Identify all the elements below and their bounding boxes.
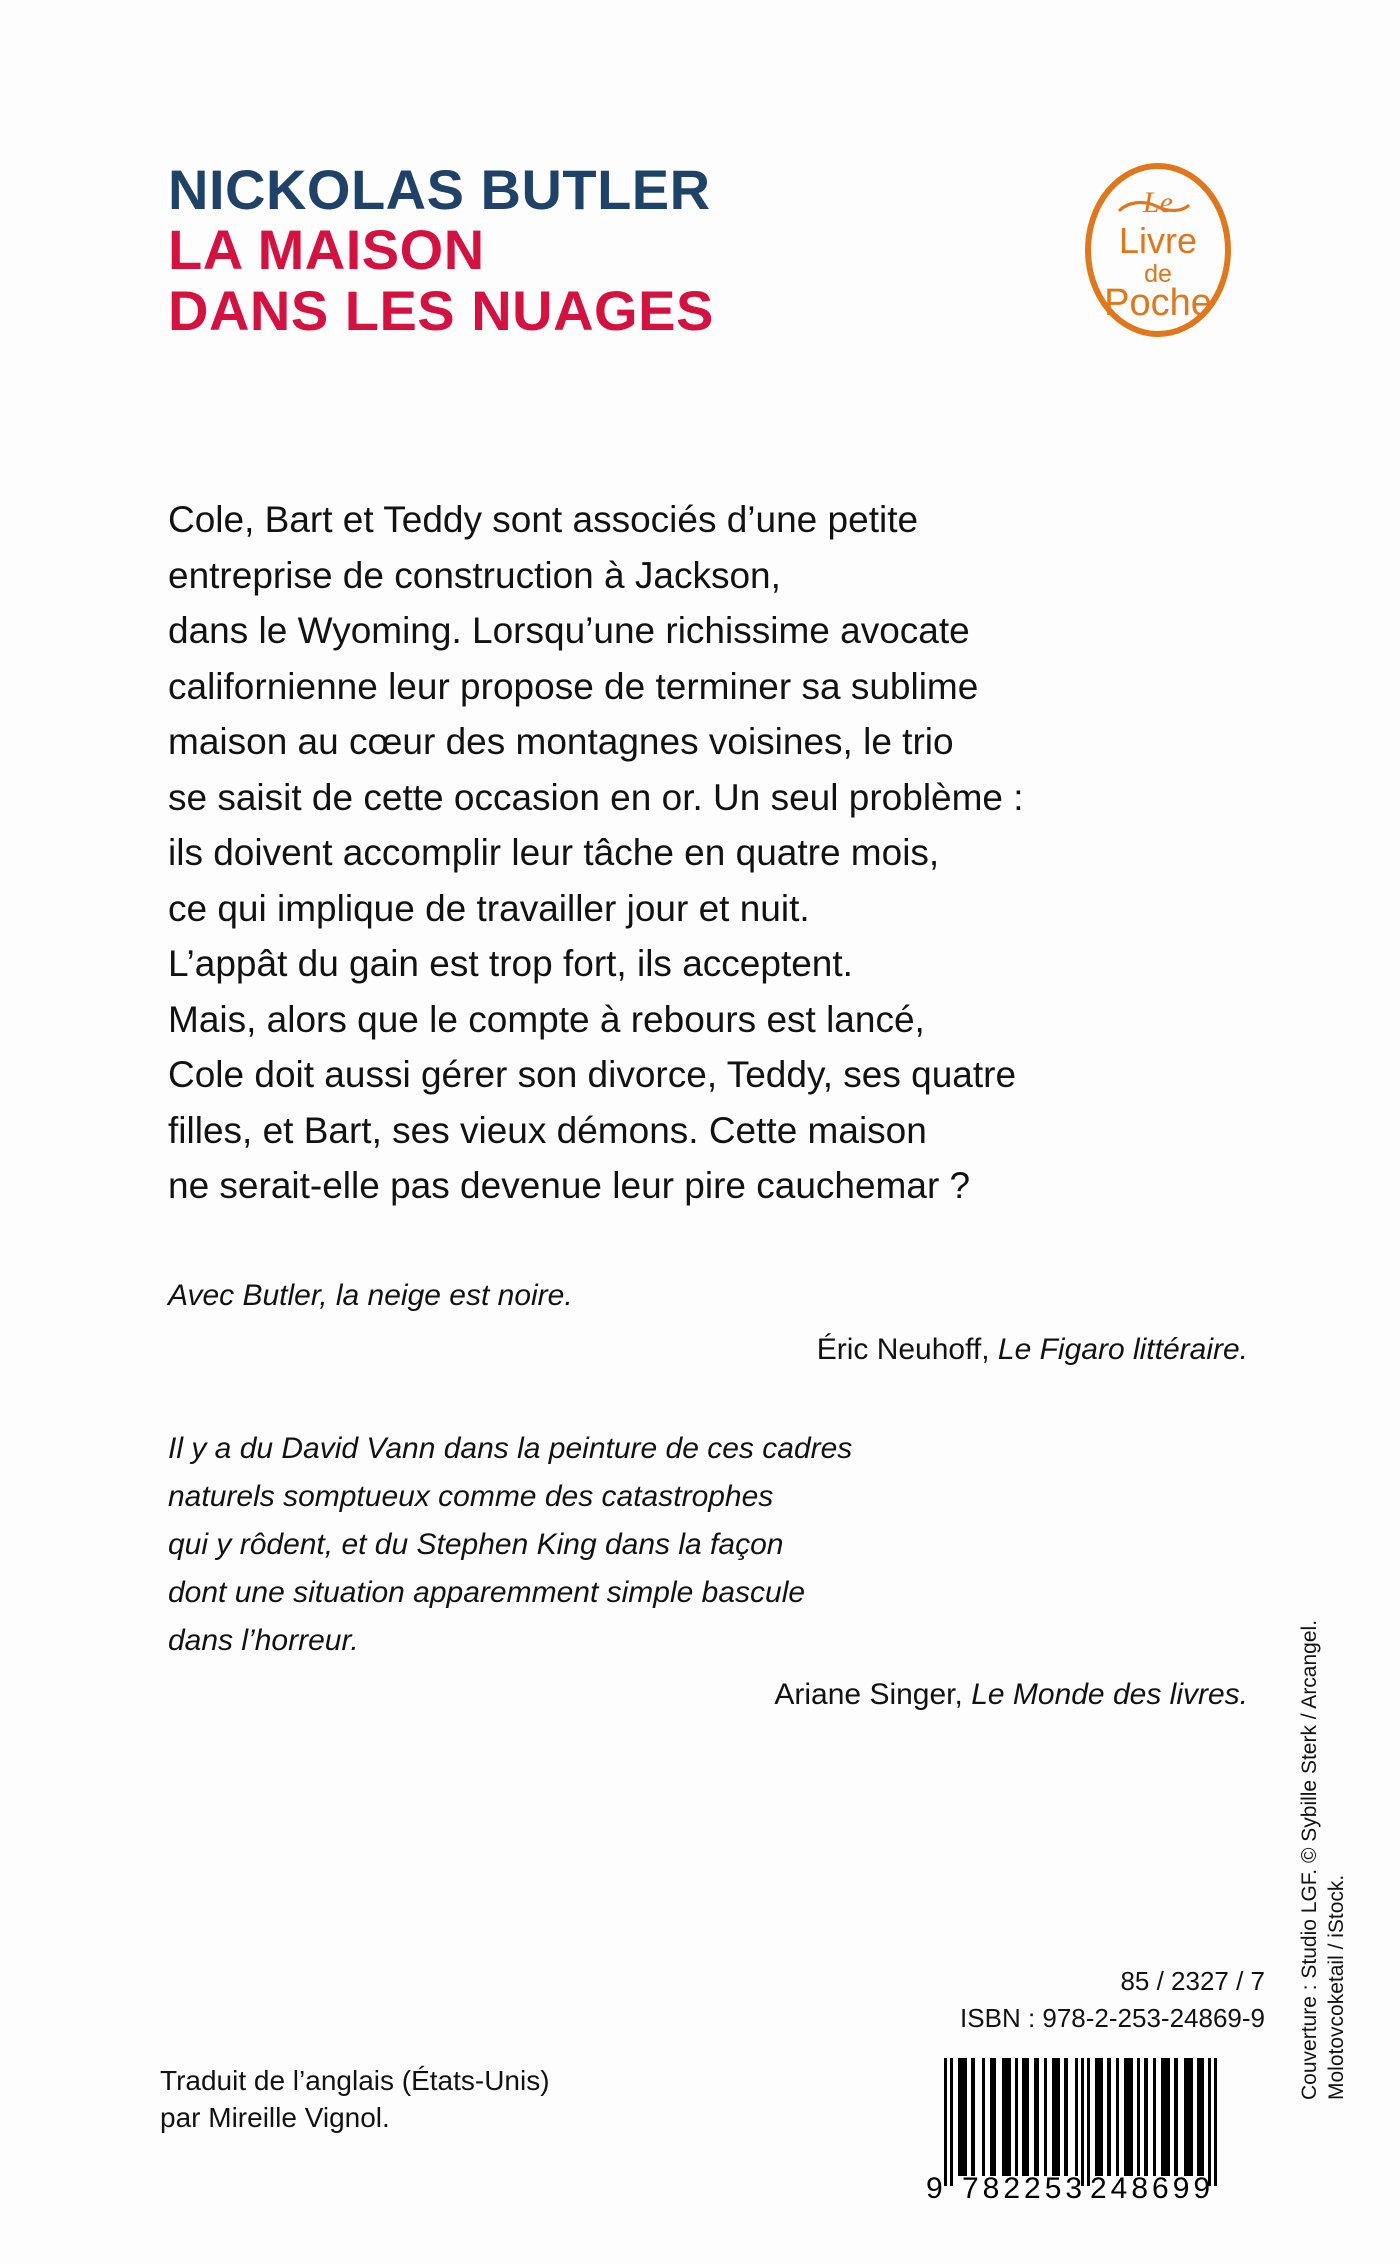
- synopsis-text: [168, 492, 1168, 1214]
- quote-line: Avec Butler, la neige est noire.: [168, 1279, 573, 1312]
- quote-attribution: [168, 1671, 1248, 1719]
- synopsis-line: Mais, alors que le compte à rebours est lancé,: [168, 998, 925, 1040]
- book-title-line-2: DANS LES NUAGES: [168, 278, 714, 342]
- cover-credit-line: Couverture : Studio LGF. © Sybille Sterk / Arcangel.: [1298, 1619, 1321, 2100]
- synopsis-line: L’appât du gain est trop fort, ils acceptent.: [168, 943, 853, 984]
- logo-text-de: de: [1144, 260, 1172, 288]
- synopsis-line: Cole, Bart et Teddy sont associés d’une petite: [168, 499, 919, 540]
- synopsis-line: Cole doit aussi gérer son divorce, Teddy, ses quatre: [168, 1054, 1017, 1095]
- logo-text-livre: Livre: [1118, 220, 1198, 261]
- cover-credits: [1296, 1540, 1350, 2100]
- isbn-number: ISBN : 978-2-253-24869-9: [960, 2003, 1265, 2033]
- author-name: NICKOLAS BUTLER: [168, 158, 711, 221]
- synopsis-line: californienne leur propose de terminer sa sublime: [168, 665, 979, 707]
- synopsis-line: se saisit de cette occasion en or. Un seul problème :: [168, 776, 1024, 818]
- quote-source: Le Monde des livres.: [971, 1678, 1248, 1711]
- barcode-group-2: 248699: [1090, 2172, 1215, 2205]
- synopsis-line: ils doivent accomplir leur tâche en quatre mois,: [168, 832, 940, 873]
- quote-line: naturels somptueux comme des catastrophes: [168, 1480, 774, 1513]
- press-quote-2: [168, 1425, 1248, 1719]
- quote-source: Le Figaro littéraire.: [997, 1333, 1248, 1366]
- book-title-line-1: LA MAISON: [168, 218, 485, 282]
- barcode-bars: [944, 2058, 1217, 2186]
- barcode-lead-digit: 9: [926, 2172, 943, 2205]
- logo-text-poche: Poche: [1104, 282, 1212, 324]
- synopsis-line: filles, et Bart, ses vieux démons. Cette maison: [168, 1109, 927, 1151]
- cover-credit-line: Molotovcoketail / iStock.: [1325, 1874, 1348, 2100]
- translation-line: Traduit de l’anglais (États-Unis): [160, 2065, 550, 2096]
- synopsis-line: ce qui implique de travailler jour et nuit.: [168, 887, 810, 929]
- quote-critic: Ariane Singer,: [774, 1678, 972, 1711]
- quote-line: dont une situation apparemment simple bascule: [168, 1576, 806, 1609]
- livre-de-poche-logo: [1082, 160, 1234, 340]
- quote-line: Il y a du David Vann dans la peinture de ces cadres: [168, 1432, 853, 1465]
- translation-line: par Mireille Vignol.: [160, 2102, 390, 2133]
- code-block: [960, 1963, 1265, 2037]
- quote-line: dans l’horreur.: [168, 1624, 359, 1657]
- synopsis-line: ne serait-elle pas devenue leur pire cauchemar ?: [168, 1165, 971, 1206]
- quote-attribution: [168, 1326, 1248, 1374]
- translation-credit: [160, 2062, 550, 2136]
- ean13-barcode: [918, 2058, 1248, 2218]
- quote-line: qui y rôdent, et du Stephen King dans la façon: [168, 1528, 784, 1561]
- logo-text-le: Le: [1143, 186, 1173, 219]
- catalog-reference: 85 / 2327 / 7: [1120, 1966, 1265, 1996]
- press-quote-1: [168, 1272, 1248, 1374]
- synopsis-line: entreprise de construction à Jackson,: [168, 554, 781, 596]
- synopsis-line: maison au cœur des montagnes voisines, le trio: [168, 721, 954, 762]
- synopsis-line: dans le Wyoming. Lorsqu’une richissime avocate: [168, 610, 970, 651]
- cover-header: [168, 160, 988, 341]
- quote-critic: Éric Neuhoff,: [816, 1333, 998, 1366]
- barcode-group-1: 782253: [962, 2172, 1087, 2205]
